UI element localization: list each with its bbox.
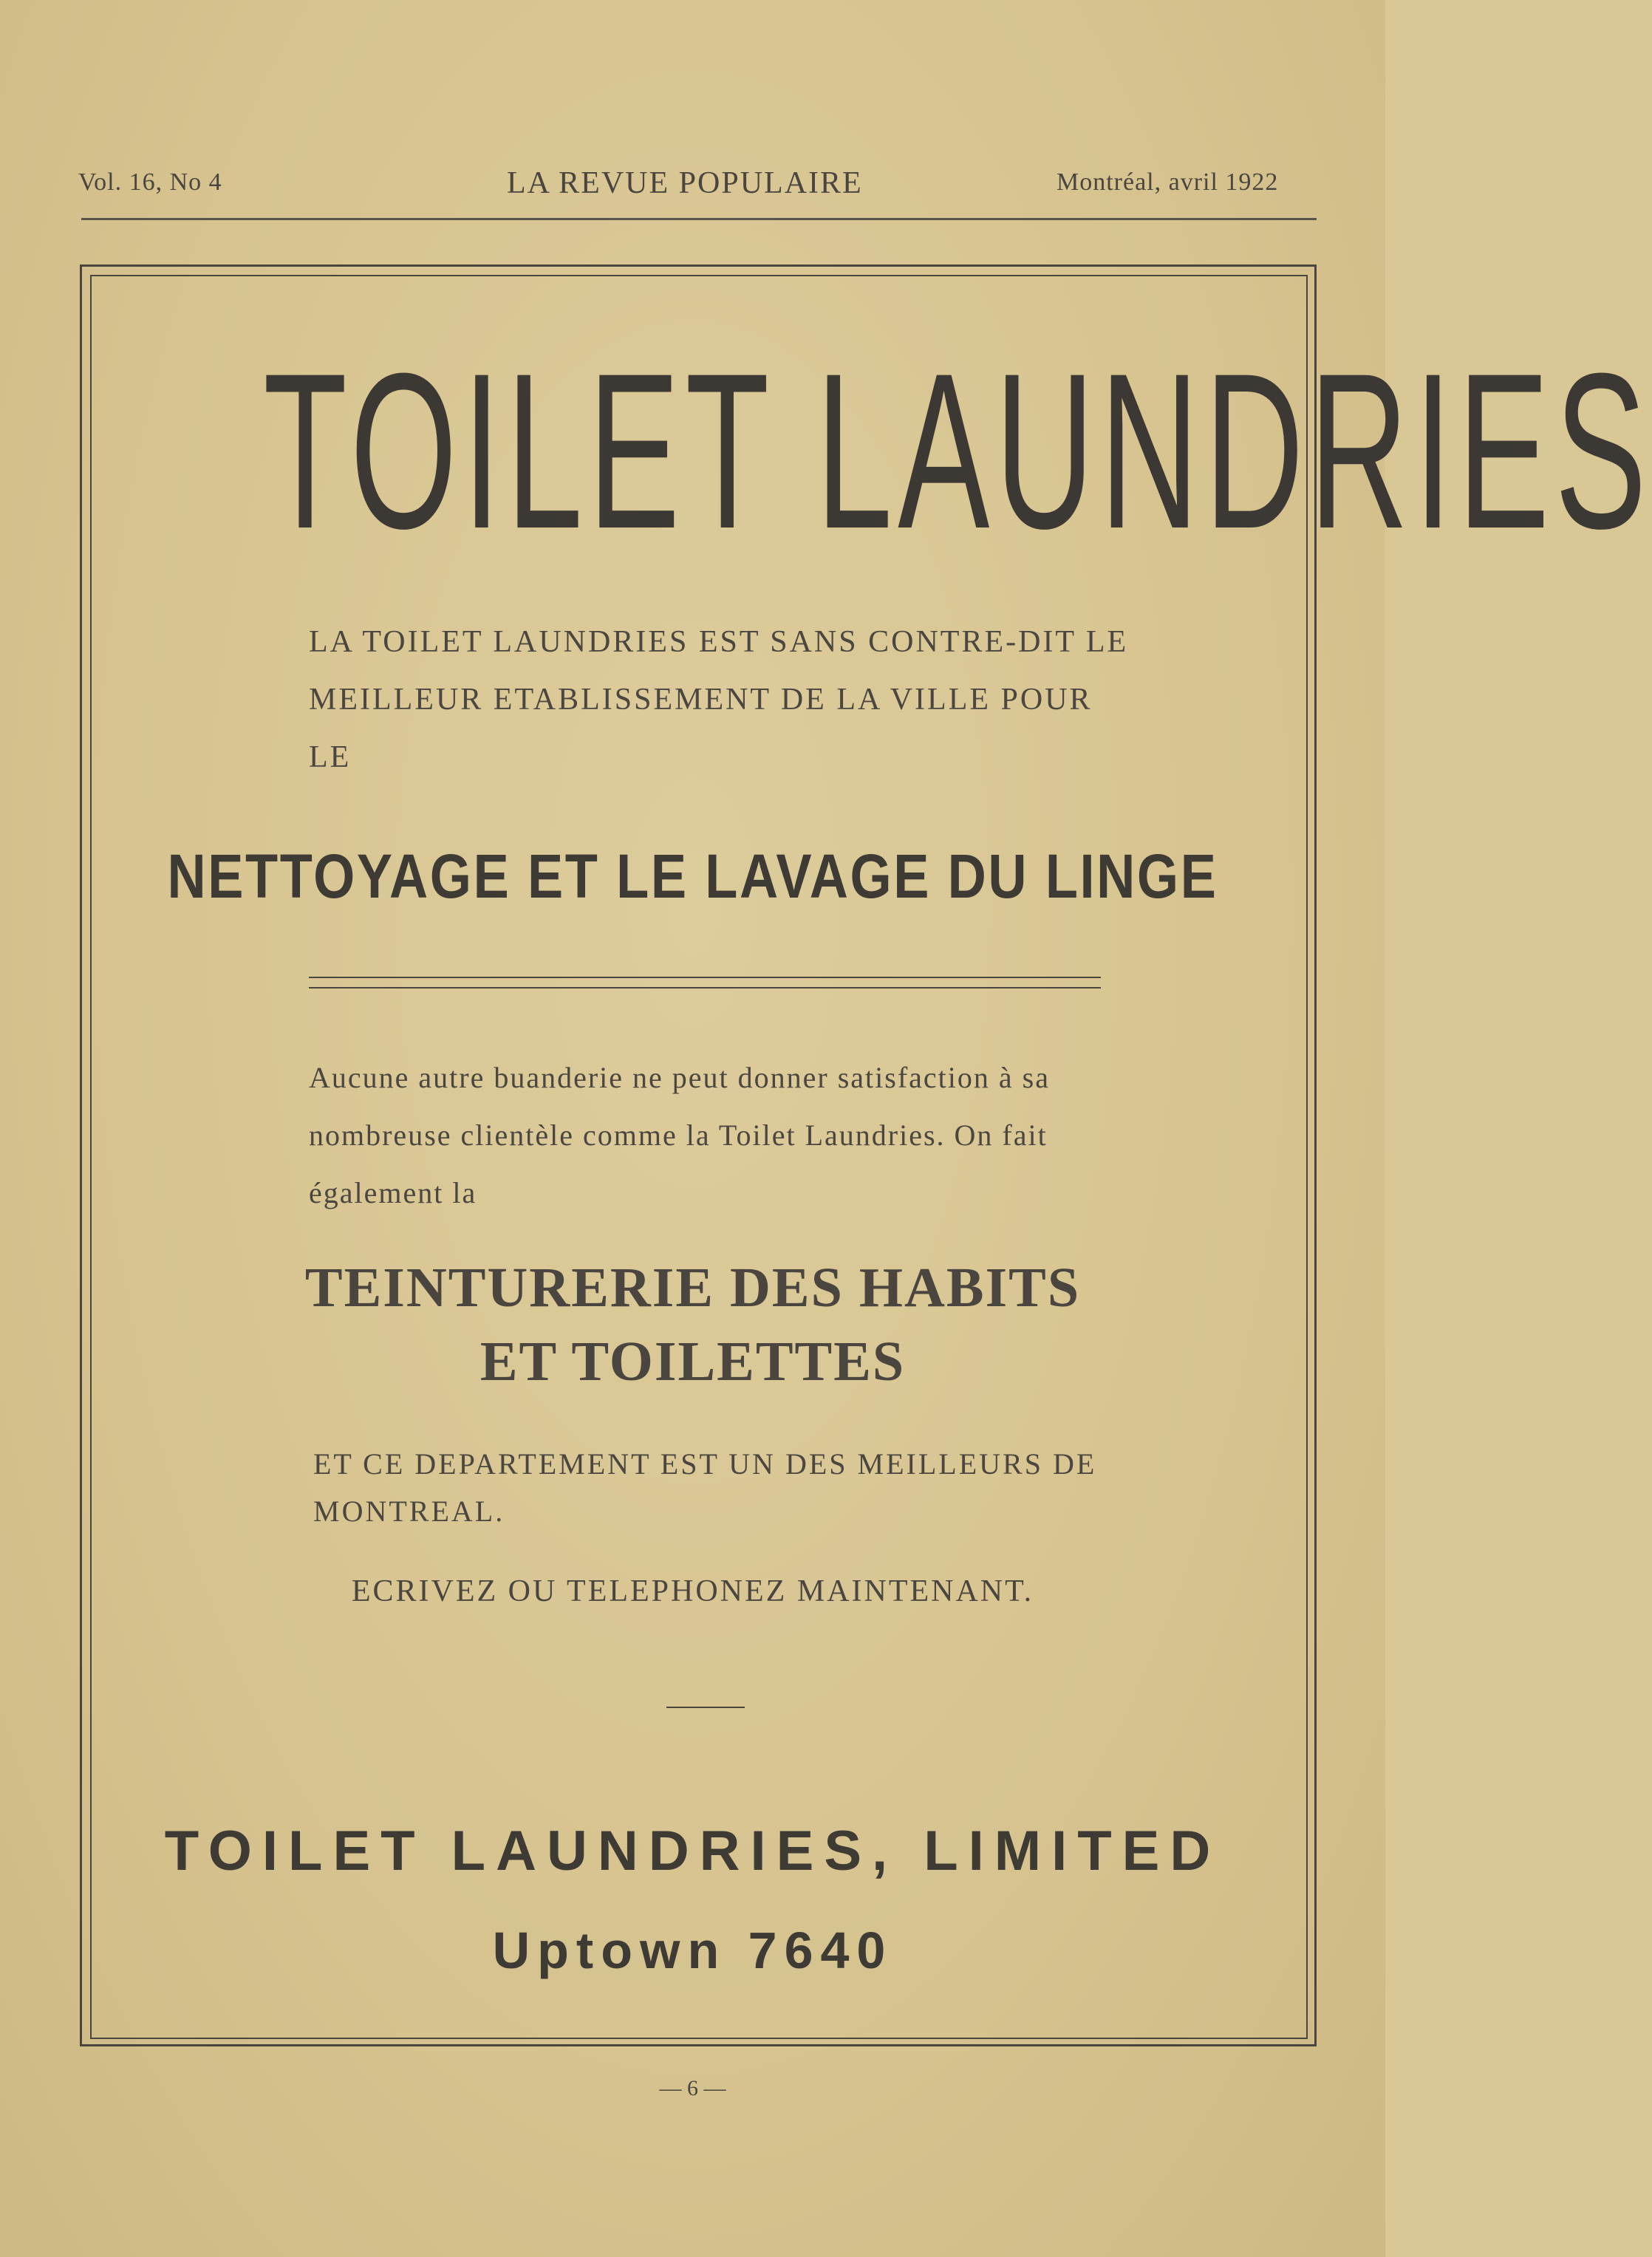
company-name: TOILET LAUNDRIES, LIMITED bbox=[164, 1820, 1221, 1882]
call-to-action: ECRIVEZ OU TELEPHONEZ MAINTENANT. bbox=[351, 1574, 1034, 1608]
ad-intro: LA TOILET LAUNDRIES EST SANS CONTRE-DIT LE MEILLEUR ETABLISSEMENT DE LA VILLE POUR LE bbox=[309, 625, 1129, 774]
issue-date: Montréal, avril 1922 bbox=[1057, 168, 1279, 196]
phone-number: Uptown 7640 bbox=[492, 1922, 893, 1979]
service-washing: NETTOYAGE ET LE LAVAGE DU LINGE bbox=[167, 841, 1218, 911]
page-number: — 6 — bbox=[659, 2076, 726, 2100]
ad-headline: TOILET LAUNDRIES bbox=[263, 327, 1652, 575]
short-divider bbox=[666, 1707, 745, 1708]
volume-label: Vol. 16, No 4 bbox=[78, 168, 222, 196]
service-dyeing-line2: ET TOILETTES bbox=[479, 1331, 906, 1393]
magazine-title: LA REVUE POPULAIRE bbox=[507, 166, 863, 200]
header-rule bbox=[81, 218, 1317, 220]
divider-rule bbox=[309, 977, 1101, 978]
ad-body: Aucune autre buanderie ne peut donner satisfaction à sa nombreuse clientèle comme la Toilet Laundries. On fait également la bbox=[309, 1061, 1050, 1209]
department-text: ET CE DEPARTEMENT EST UN DES MEILLEURS DE MONTREAL. bbox=[313, 1447, 1097, 1528]
divider-rule bbox=[309, 987, 1101, 988]
service-dyeing-line1: TEINTURERIE DES HABITS bbox=[304, 1257, 1081, 1319]
